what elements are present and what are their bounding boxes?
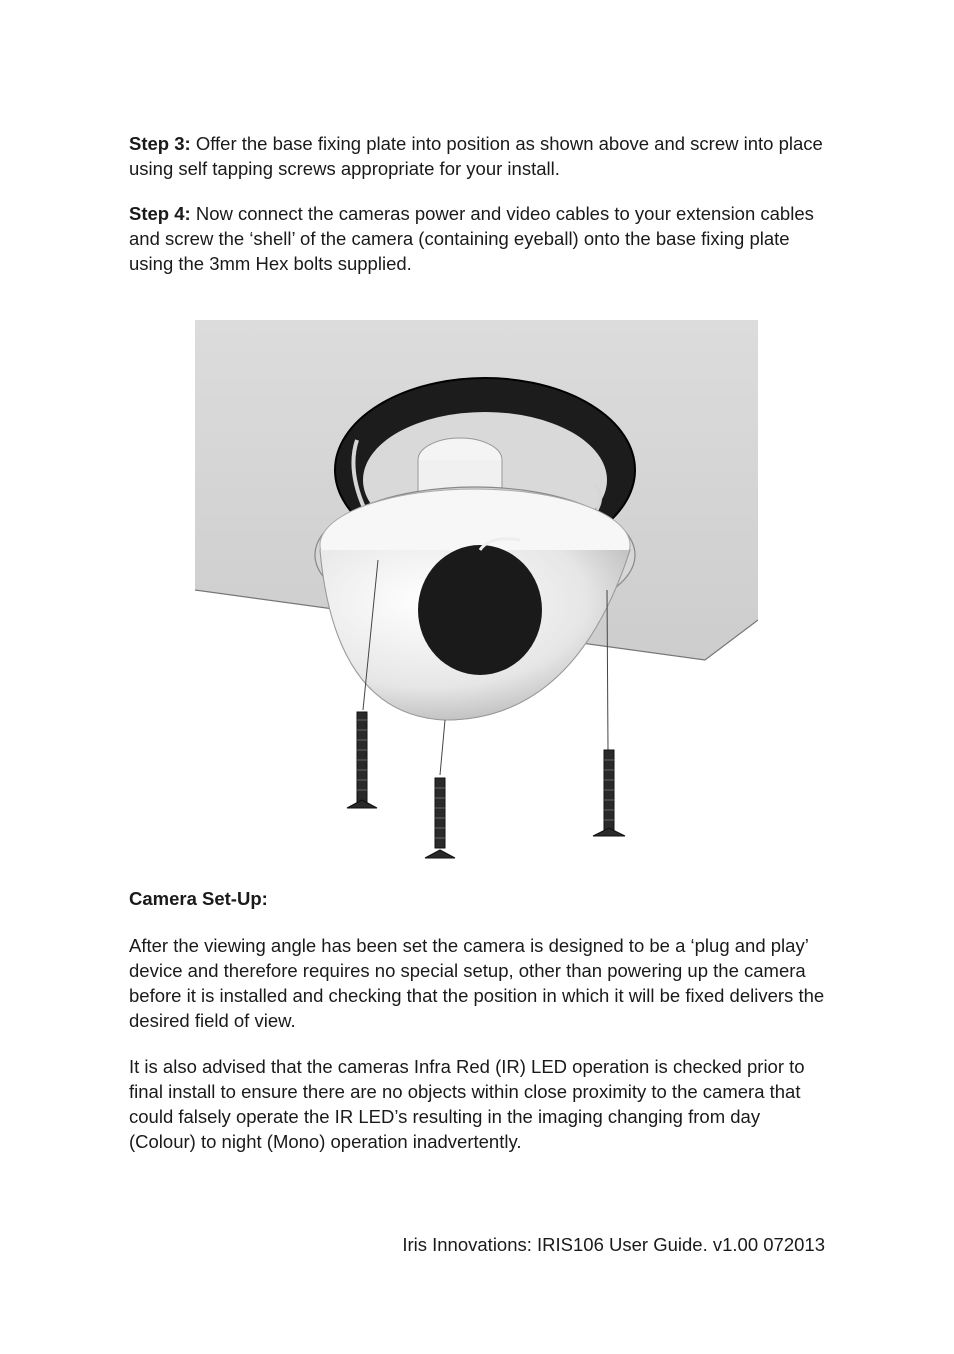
setup-paragraph-2: It is also advised that the cameras Infra Red (IR) LED operation is checked prior to final install to ensure there are no objects within close proximity to the camera that could falsely operate the IR LED’s resulting in the imaging changing from day (Colour) to night (Mono) operation inadvertently. [129, 1056, 805, 1152]
step-4-text: Now connect the cameras power and video cables to your extension cables and screw the ‘shell’ of the camera (containing eyeball) onto the base fixing plate using the 3mm Hex bolts supplied. [129, 203, 814, 274]
setup-paragraph-1: After the viewing angle has been set the camera is designed to be a ‘plug and play’ device and therefore requires no special setup, other than powering up the camera before it is installed and checking that the position in which it will be fixed delivers the desired field of view. [129, 935, 825, 1031]
camera-installation-illustration [195, 320, 758, 865]
eyeball-lens [418, 545, 542, 675]
screw-right [593, 750, 625, 836]
step-4-label: Step 4: [129, 203, 191, 224]
document-footer: Iris Innovations: IRIS106 User Guide. v1.00 072013 [402, 1234, 825, 1255]
step-3-paragraph [129, 131, 829, 181]
step-3-label: Step 3: [129, 133, 191, 154]
step-3-text: Offer the base fixing plate into position as shown above and screw into place using self tapping screws appropriate for your install. [129, 133, 823, 179]
camera-setup-heading: Camera Set-Up: [129, 888, 268, 909]
step-4-paragraph [129, 201, 829, 276]
